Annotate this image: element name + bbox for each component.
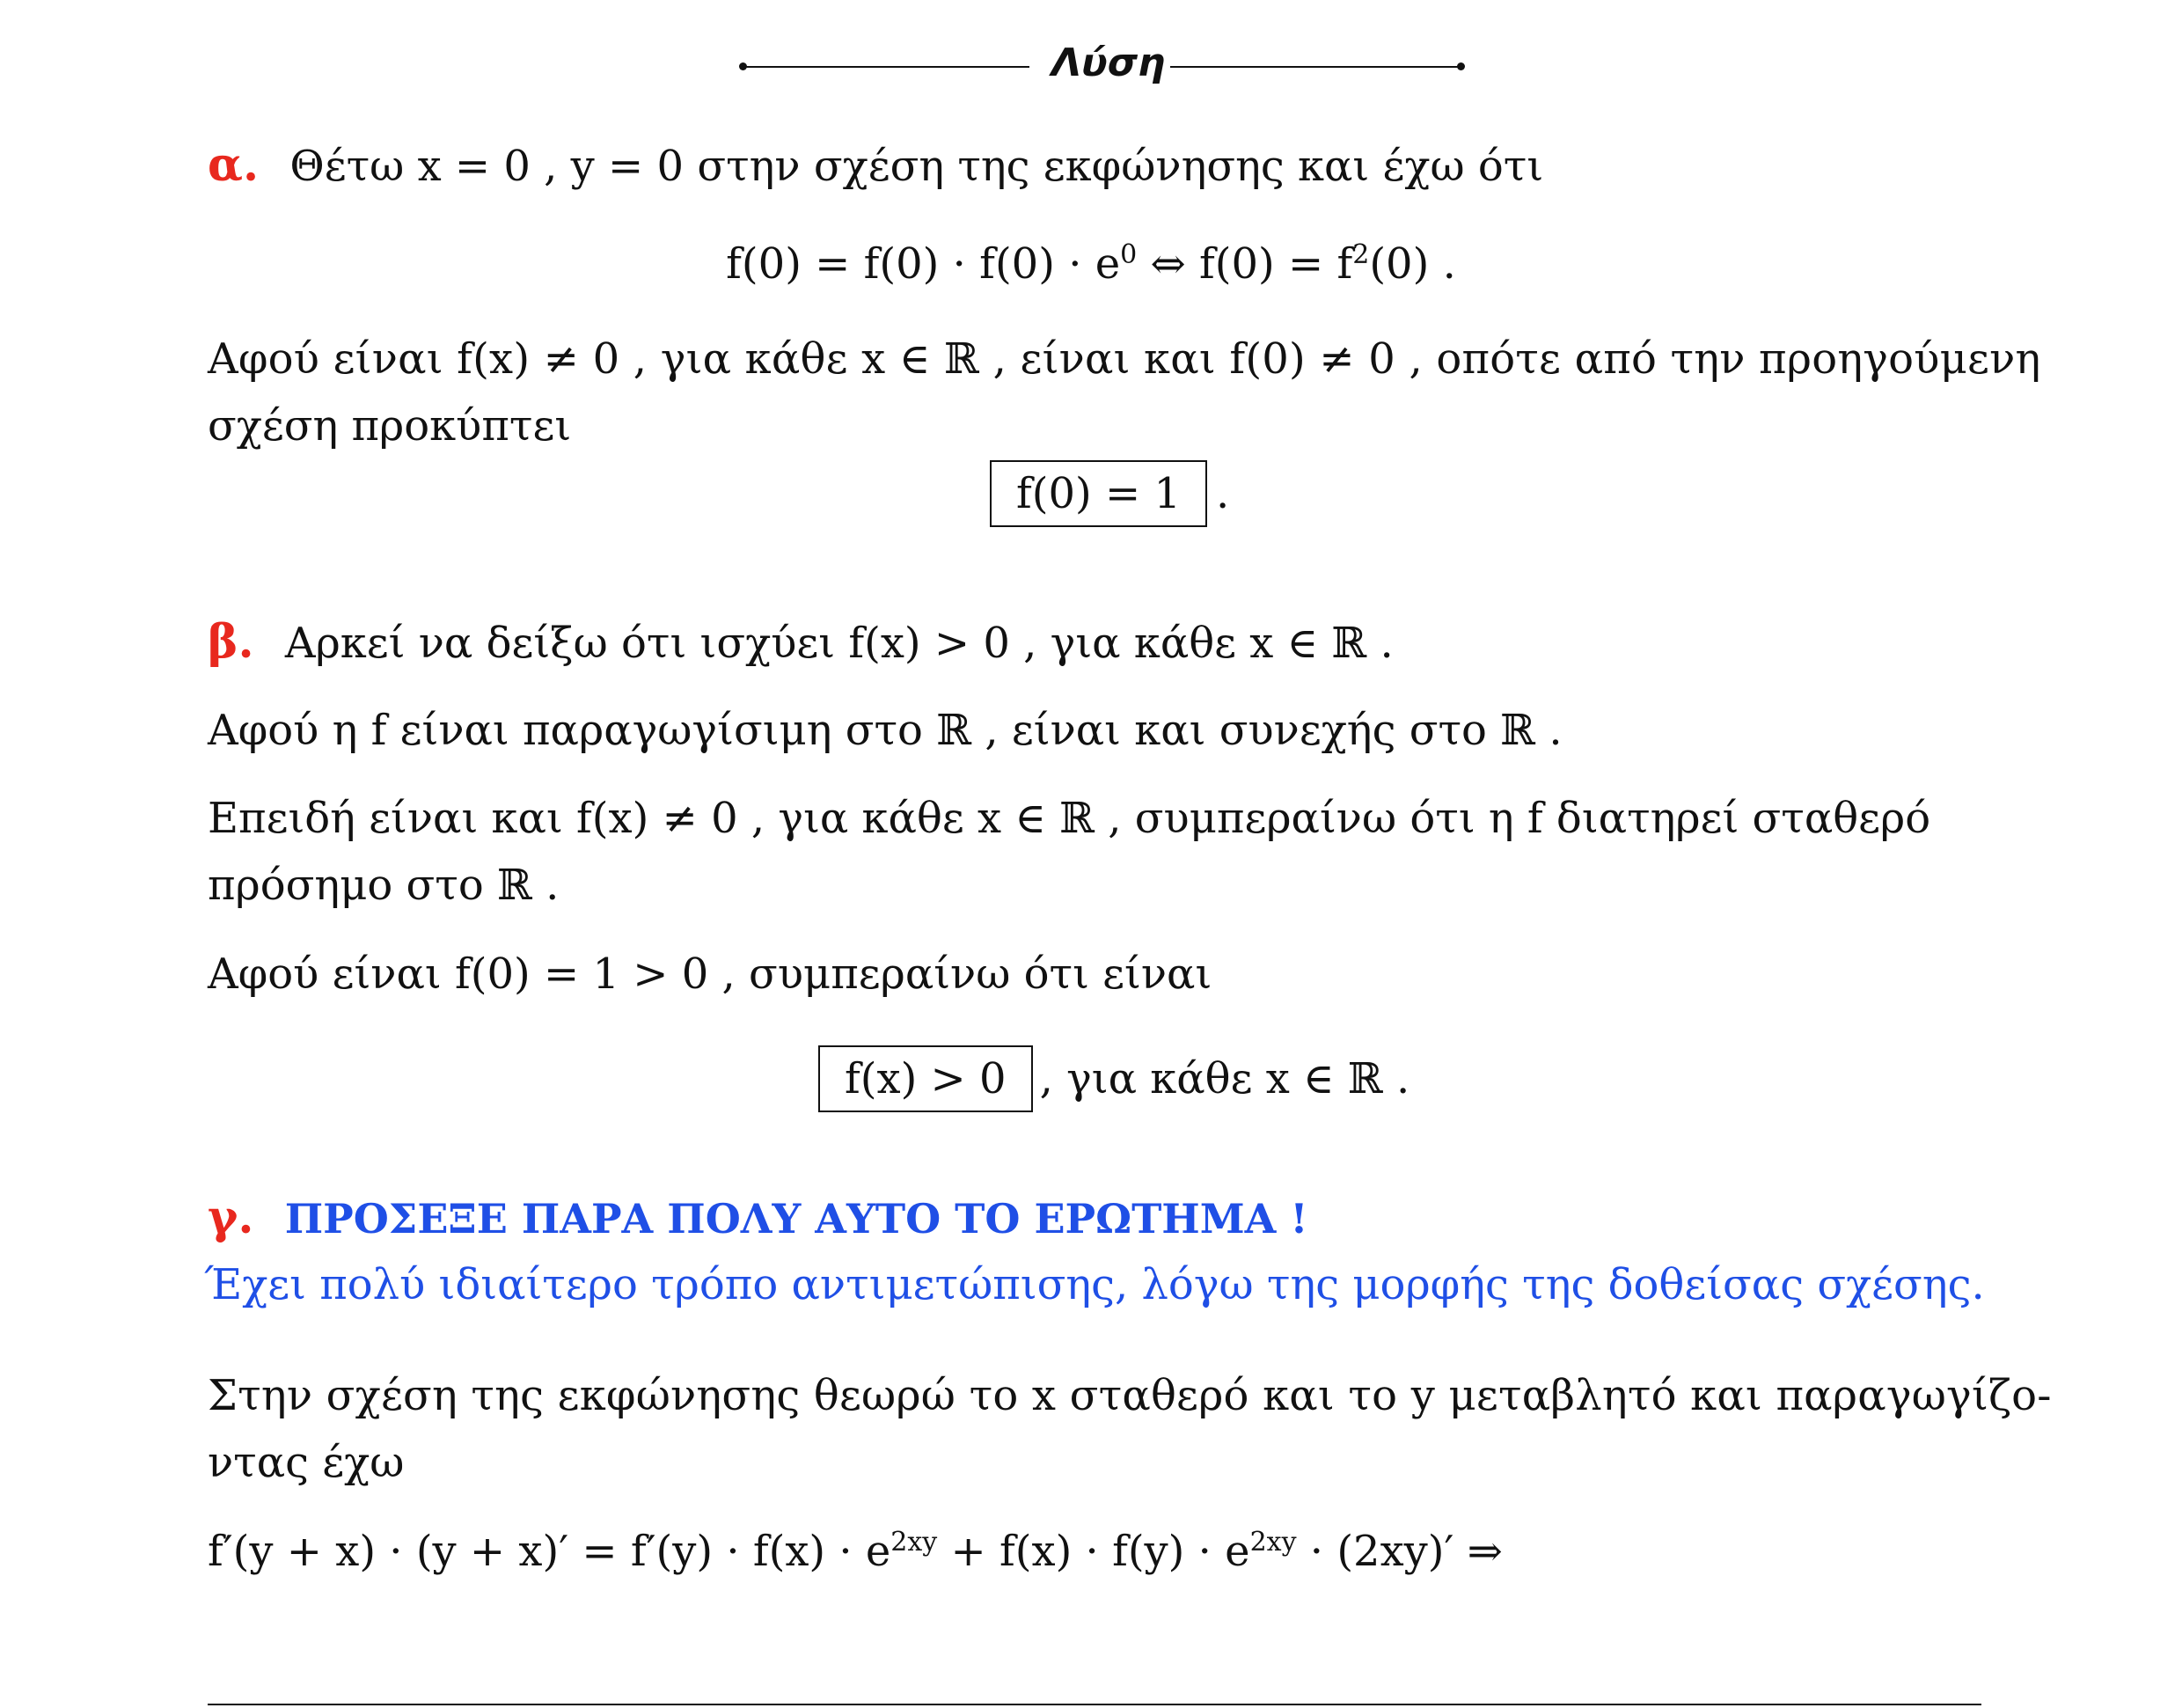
part-c-title: ΠΡΟΣΕΞΕ ΠΑΡΑ ΠΟΛΥ ΑΥΤΟ ΤΟ ΕΡΩΤΗΜΑ ! <box>284 1195 1308 1243</box>
part-c-first-line <box>208 1191 1308 1245</box>
part-a-equation <box>0 238 2182 290</box>
part-a-text: Θέτω x = 0 , y = 0 στην σχέση της εκφώνησης και έχω ότι <box>289 142 1544 191</box>
part-c-line2: ντας έχω <box>208 1438 405 1487</box>
boxed-formula: f(x) > 0 <box>818 1045 1033 1112</box>
part-c-line1: Στην σχέση της εκφώνησης θεωρώ το x σταθερό και το y μεταβλητό και παραγωγίζο- <box>208 1371 2052 1420</box>
part-b-line2: Αφού η f είναι παραγωγίσιμη στο ℝ , είναι και συνεχής στο ℝ . <box>208 706 1563 755</box>
part-a-label: α. <box>208 138 260 192</box>
solution-heading: Λύση <box>1051 40 1166 85</box>
part-c-eq-exponent: 2xy <box>1249 1527 1297 1558</box>
heading-rule-right <box>1170 66 1461 68</box>
part-a-eq-exponent: 2 <box>1352 239 1370 270</box>
part-a-first-line <box>208 139 1543 193</box>
part-a-eq-part: f(0) = f(0) · f(0) · e <box>726 239 1121 289</box>
part-b-line4: πρόσημο στο ℝ . <box>208 861 560 910</box>
boxed-formula: f(0) = 1 <box>990 460 1207 527</box>
part-a-eq-exponent: 0 <box>1120 239 1138 270</box>
part-c-eq-exponent: 2xy <box>890 1527 938 1558</box>
boxed-formula-suffix: , για κάθε x ∈ ℝ . <box>1039 1054 1410 1103</box>
part-c-eq-part: f′(y + x) · (y + x)′ = f′(y) · f(x) · e <box>208 1527 891 1576</box>
part-b-first-line <box>208 616 1394 670</box>
part-a-line2: Αφού είναι f(x) ≠ 0 , για κάθε x ∈ ℝ , είναι και f(0) ≠ 0 , οπότε από την προηγούμενη <box>208 334 2041 384</box>
part-b-label: β. <box>208 615 254 669</box>
heading-rule-right-dot <box>1457 62 1465 70</box>
part-b-line5: Αφού είναι f(0) = 1 > 0 , συμπεραίνω ότι είναι <box>208 949 1212 999</box>
boxed-formula-punct: . <box>1216 469 1230 518</box>
part-c-eq-part: + f(x) · f(y) · e <box>937 1527 1250 1576</box>
part-c-label: γ. <box>208 1191 254 1244</box>
part-c-note: Έχει πολύ ιδιαίτερο τρόπο αντιμετώπισης, λόγω της μορφής της δοθείσας σχέσης. <box>204 1260 1985 1309</box>
part-b-text: Αρκεί να δείξω ότι ισχύει f(x) > 0 , για κάθε x ∈ ℝ . <box>284 619 1394 668</box>
heading-rule-left <box>743 66 1029 68</box>
part-b-boxed-result <box>818 1045 1410 1112</box>
part-c-eq-part: · (2xy)′ ⇒ <box>1296 1527 1503 1576</box>
part-a-eq-part: ⇔ f(0) = f <box>1137 239 1353 289</box>
part-b-line3: Επειδή είναι και f(x) ≠ 0 , για κάθε x ∈ ℝ , συμπεραίνω ότι η f διατηρεί σταθερό <box>208 794 1931 843</box>
part-c-equation <box>208 1525 1503 1578</box>
part-a-eq-part: (0) . <box>1369 239 1456 289</box>
page-bottom-rule <box>208 1704 1981 1705</box>
part-a-line3: σχέση προκύπτει <box>208 401 572 451</box>
part-a-boxed-result <box>990 460 1229 527</box>
